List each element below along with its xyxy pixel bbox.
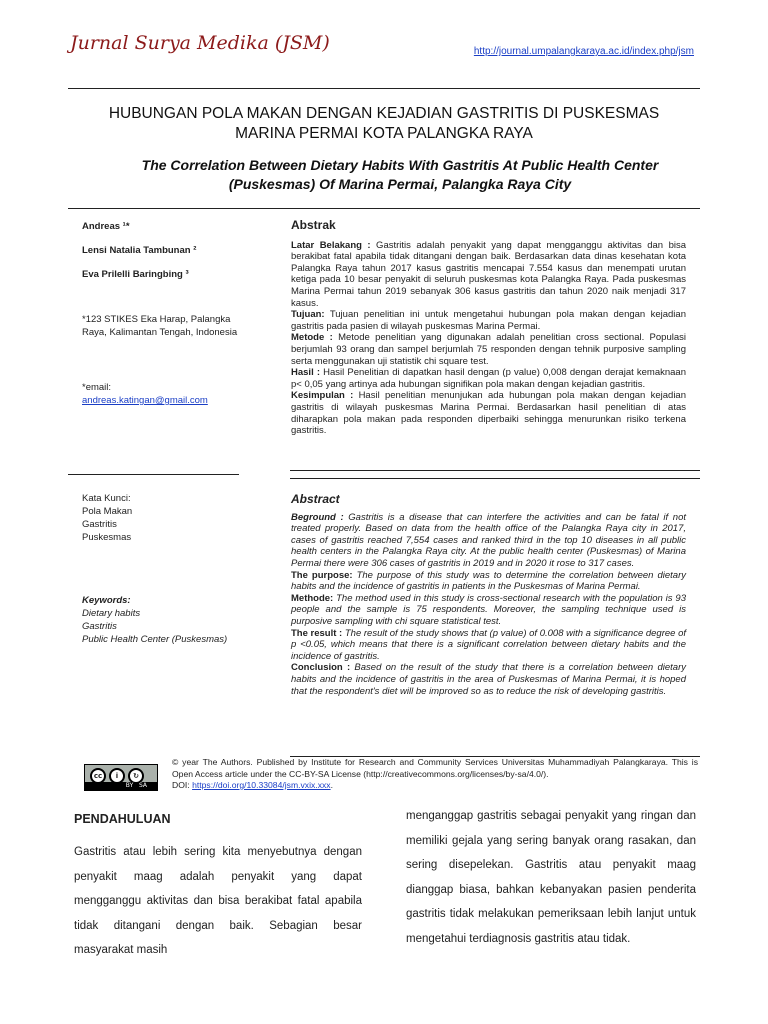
en-title-line-1: The Correlation Between Dietary Habits With Gastritis At Public Health Center [141,157,659,173]
abstrak-divider [290,470,700,471]
kata-kunci-label: Kata Kunci: [82,493,131,504]
email-label: *email: [82,382,112,393]
keywords-block [82,594,272,646]
abstrak-latar: Latar Belakang : Gastritis adalah penyakit yang dapat mengganggu aktivitas dan bisa berakibat fatal apabila tidak ditangani dengan baik. Berdasarkan data dinas kesehatan kota Palangka Raya tahun 2017 kasus gastritis mencapai 7.554 kasus dan menempati urutan ketiga pada 10 besar penyakit di seluruh puskesmas kota Palangka Raya. Pada puskesmas Marina Permai tahun 2019 sebanyak 306 kasus gastritis dan tahun 2020 naik menjadi 317 kasus. [291,239,686,309]
journal-title: Jurnal Surya Medika (JSM) [70,32,330,54]
keyword-item: Gastritis [82,621,117,632]
abstract-heading: Abstract [291,492,340,506]
title-divider [68,208,700,209]
body-paragraph: menganggap gastritis sebagai penyakit yang ringan dan memiliki gejala yang sering banyak orang rasakan, dan sering disepelekan. Gastritis atau penyakit maag dianggap biasa, bahkan kebanyakan pasien penderita gastritis tidak melakukan pemeriksaan lebih lanjut untuk mengetahui terdiagnosis gastritis atau tidak. [406,810,696,945]
abstract-result: The result : The result of the study shows that (p value) of 0.008 with a significance degree of p <0.05, which means that there is a significant correlation between dietary habits and the incidence of gastritis. [291,627,687,662]
author-1: Andreas ¹* [82,221,130,232]
kata-kunci-block [82,492,262,544]
journal-url-link[interactable]: http://journal.umpalangkaraya.ac.id/index.php/jsm [473,46,694,57]
kata-kunci-item: Pola Makan [82,506,133,517]
body-paragraph: Gastritis atau lebih sering kita menyebutnya dengan penyakit maag adalah penyakit yang dapat mengganggu aktivitas dan bisa berakibat fatal apabila tidak ditangani dengan baik. Sebagian besar masyarakat masih [74,846,362,956]
doi-link[interactable]: https://doi.org/10.33084/jsm.vxix.xxx [192,780,331,790]
author-2: Lensi Natalia Tambunan ² [82,245,197,256]
author-panel [82,214,252,407]
abstract-conclusion: Conclusion : Based on the result of the study that there is a correlation between dietary habits and the incidence of gastritis in the area of Puskesmas of Marina Permai, it is hoped that the respondent's diet will be improved so as to reduce the risk of developing gastritis. [291,662,686,697]
keyword-item: Dietary habits [82,608,141,619]
keyword-item: Public Health Center (Puskesmas) [82,634,228,645]
title-line-1: HUBUNGAN POLA MAKAN DENGAN KEJADIAN GASTRITIS DI PUSKESMAS [108,105,660,122]
abstrak-tujuan: Tujuan: Tujuan penelitian ini untuk mengetahui hubungan pola makan dengan kejadian gastritis pada pasien di wilayah puskesmas Marina Permai. [291,309,686,332]
section-heading: PENDAHULUAN [74,812,171,826]
abstract-top-divider [290,478,700,479]
author-divider [68,474,239,475]
body-column-left [74,812,362,963]
abstract-background: Beground : Gastritis is a disease that can interfere the activities and can be fatal if not treated properly. Based on data from the health office of the Palangka Raya city in 2017, cases of gastritis reached 7,554 cases and ranked third in the top 10 diseases in all public health centers in the Palangka Raya city. At the public health center (Puskesmas) of Marina Permai there were 306 cases of gastritis in 2019 and in 2020 it rose to 317 cases. [291,511,687,569]
share-alike-icon: ↻ [128,768,144,784]
en-title-line-2: (Puskesmas) Of Marina Permai, Palangka Raya City [228,176,572,192]
cc-by-sa-badge[interactable] [84,764,158,791]
abstract-section [291,494,686,697]
header-divider [68,88,700,89]
abstract-purpose: The purpose: The purpose of this study was to determine the correlation between dietary habits and the incidence of gastritis in patients in the Puskesmas of Marina Permai. [291,569,687,593]
keywords-label: Keywords: [82,595,131,606]
abstrak-hasil: Hasil : Hasil Penelitian di dapatkan hasil dengan (p value) 0,008 dengan derajat kemaknaan p< 0,05 yang artinya ada hubungan signifikan pola makan dengan kejadian gastritis. [291,367,686,390]
kata-kunci-item: Gastritis [82,519,117,530]
cc-badge-bar: BY SA [85,782,157,790]
license-notice: © year The Authors. Published by Institute for Research and Community Services Universitas Muhammadiyah Palangkaraya. This is Open Access article under the CC-BY-SA License (http://creativecommons.org/licenses/by-sa/4.0/). DOI: https://doi.org/10.33084/jsm.vxix.xxx. [172,757,698,790]
cc-icon: cc [90,768,106,784]
body-column-right [406,804,696,951]
paper-title [70,104,698,144]
abstrak-heading: Abstrak [291,218,336,232]
author-3: Eva Prilelli Baringbing ³ [82,269,189,280]
title-line-2: MARINA PERMAI KOTA PALANGKA RAYA [235,125,533,142]
kata-kunci-item: Puskesmas [82,532,132,543]
affiliation: *123 STIKES Eka Harap, Palangka Raya, Kalimantan Tengah, Indonesia [82,314,238,338]
abstrak-kesimpulan: Kesimpulan : Hasil penelitian menunjukan ada hubungan pola makan dengan kejadian gastritis di wilayah puskesmas Marina Permai. Berdasarkan hasil penelitian di atas diharapkan pola makan pada responden diperbaiki sehingga menurunkan risiko terkena gastritis. [291,390,687,437]
abstrak-section [291,220,686,437]
attribution-icon: i [109,768,125,784]
abstract-method: Methode: The method used in this study is cross-sectional research with the population is 93 people and the sample is 75 respondents. Moreover, the sampling technique used is purposive sampling with chi square statistical test. [291,592,686,627]
english-title [110,156,690,194]
abstrak-metode: Metode : Metode penelitian yang digunakan adalah penelitian cross sectional. Populasi berjumlah 93 orang dan sampel berjumlah 75 responden dengan tehnik purposive sampling serta menggunakan uji statistik chi square test. [291,332,686,367]
author-email-link[interactable]: andreas.katingan@gmail.com [82,395,208,406]
